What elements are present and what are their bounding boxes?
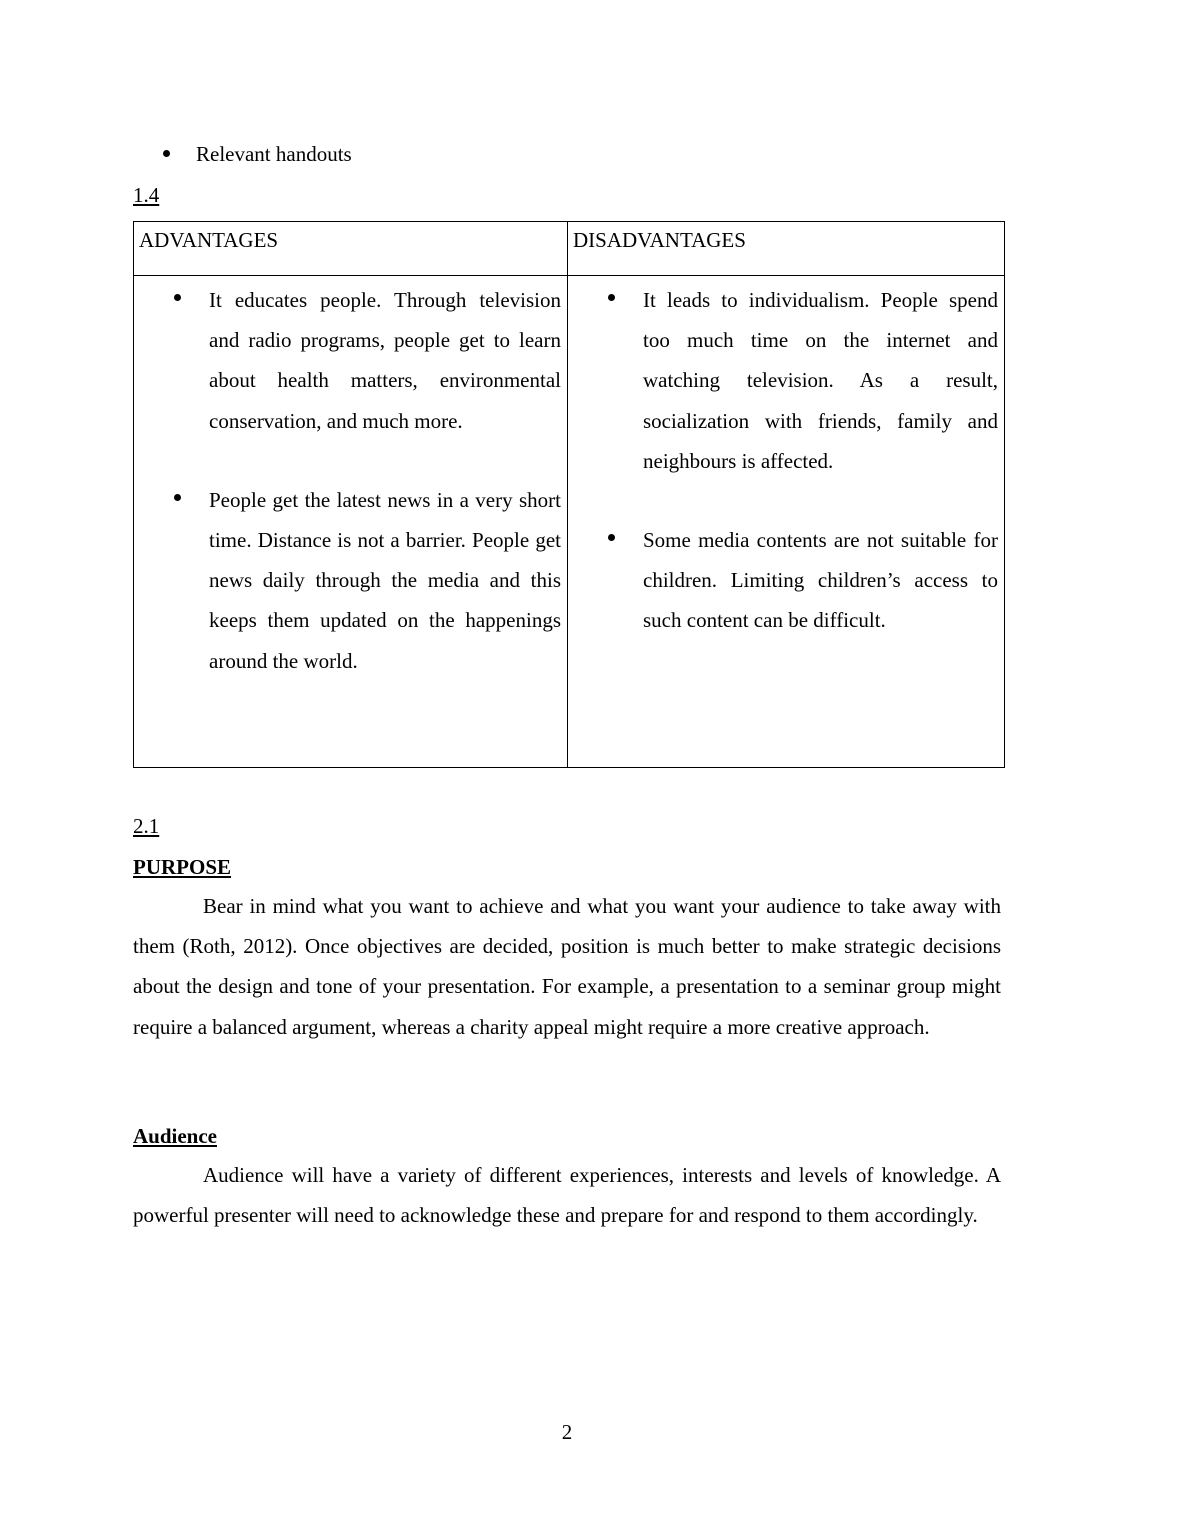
purpose-heading: PURPOSE — [133, 855, 232, 879]
handouts-text: Relevant handouts — [196, 142, 352, 166]
disadvantages-cell — [568, 276, 1005, 768]
section-number-1-4: 1.4 — [133, 183, 160, 207]
page-number: 2 — [561, 1420, 573, 1444]
advantages-header: ADVANTAGES — [134, 222, 568, 276]
advantage-item: It educates people. Through television and radio programs, people get to learn about health matters, environmental conservation, and much more. — [134, 280, 561, 441]
advantages-list — [134, 280, 561, 681]
table-row — [134, 276, 1005, 768]
disadvantage-item: Some media contents are not suitable for children. Limiting children’s access to such content can be difficult. — [568, 520, 998, 641]
table-header-row — [134, 222, 1005, 276]
audience-paragraph: Audience will have a variety of different experiences, interests and levels of knowledge. A powerful presenter will need to acknowledge these and prepare for and respond to them accordingly. — [133, 1163, 1001, 1228]
advantages-cell — [134, 276, 568, 768]
purpose-paragraph: Bear in mind what you want to achieve and what you want your audience to take away with them (Roth, 2012). Once objectives are decided, position is much better to make strategic decisions about the design and tone of your presentation. For example, a presentation to a seminar group might require a balanced argument, whereas a charity appeal might require a more creative approach. — [133, 894, 1001, 1039]
disadvantage-item: It leads to individualism. People spend too much time on the internet and watching television. As a result, socialization with friends, family and neighbours is affected. — [568, 280, 998, 481]
disadvantages-list — [568, 280, 998, 641]
audience-heading: Audience — [133, 1124, 217, 1148]
bullet-icon — [163, 150, 170, 157]
handouts-bullet-item — [163, 140, 352, 168]
advantage-item: People get the latest news in a very short time. Distance is not a barrier. People get news daily through the media and this keeps them updated on the happenings around the world. — [134, 480, 561, 681]
disadvantages-header: DISADVANTAGES — [568, 222, 1005, 276]
advantages-disadvantages-table — [133, 221, 1005, 768]
section-number-2-1: 2.1 — [133, 814, 160, 838]
